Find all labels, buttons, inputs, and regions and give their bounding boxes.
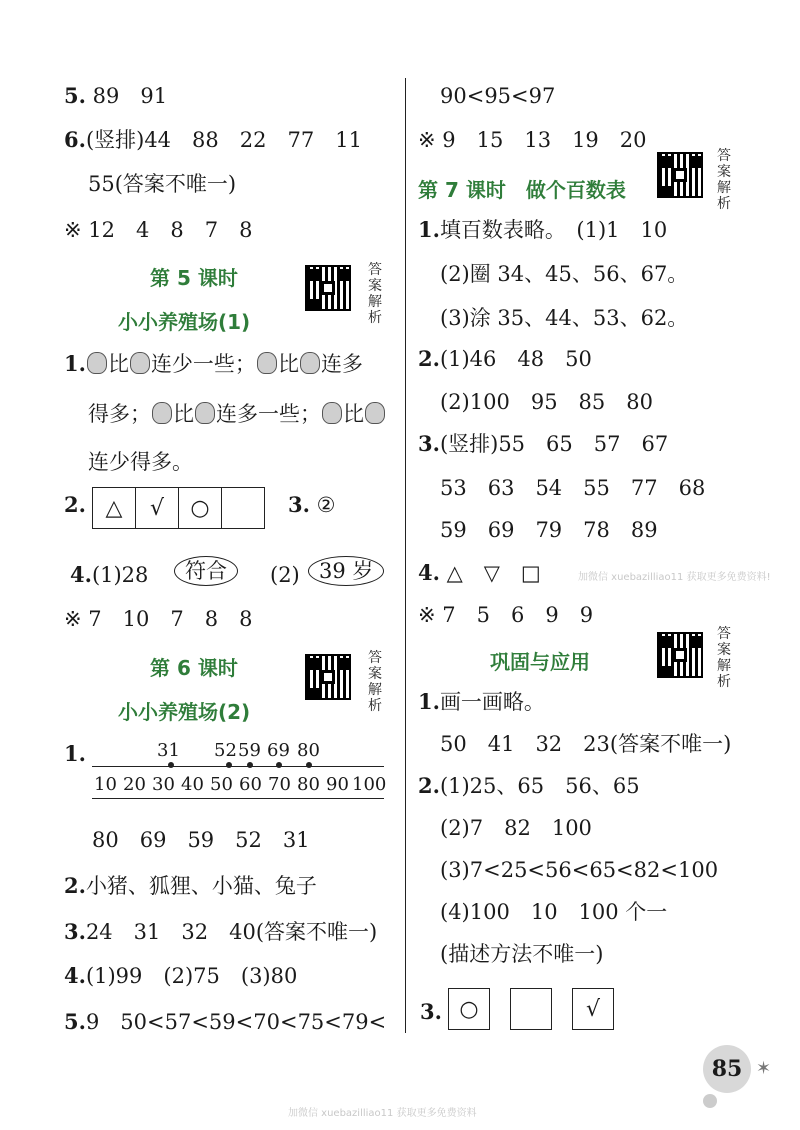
line-r10: 59 69 79 78 89	[440, 518, 658, 542]
line-l5: 1. 比 连少一些； 比 连多	[64, 351, 363, 376]
marked-value: 31	[157, 740, 180, 761]
lesson-5-title: 第 5 课时	[150, 266, 238, 290]
animal-icon	[365, 402, 385, 424]
line-r4: (2)圈 34、45、56、67。	[440, 262, 689, 286]
q2-number: 2.	[64, 492, 86, 517]
animal-icon	[130, 352, 150, 374]
answer-oval: 39 岁	[308, 556, 384, 586]
line-r9: 53 63 54 55 77 68	[440, 476, 706, 500]
line-r12: ※ 7 5 6 9 9	[418, 603, 594, 627]
line-r2: ※ 9 15 13 19 20	[418, 128, 647, 152]
qr-label: 答案解析	[368, 262, 382, 326]
animal-icon	[195, 402, 215, 424]
animal-icon	[322, 402, 342, 424]
line-l9: 4.(1)28	[70, 562, 149, 587]
column-divider	[405, 78, 406, 1033]
section-title: 巩固与应用	[490, 650, 590, 674]
line-r16: (2)7 82 100	[440, 816, 592, 840]
tick-label: 70	[268, 774, 291, 795]
line-r18: (4)100 10 100 个一	[440, 900, 668, 924]
watermark: 加微信 xuebazilliao11 获取更多免费资料!	[578, 572, 771, 583]
lesson-7-title: 第 7 课时 做个百数表	[418, 178, 626, 202]
marked-value: 52	[214, 740, 237, 761]
animal-icon	[257, 352, 277, 374]
line-r19: (描述方法不唯一)	[440, 942, 604, 966]
line-r11: 4. △ ▽ □	[418, 560, 541, 585]
answer-box: √	[572, 988, 614, 1030]
star-icon: ✶	[756, 1058, 772, 1079]
watermark-bottom: 加微信 xuebazilliao11 获取更多免费资料	[288, 1108, 477, 1119]
tick-label: 80	[297, 774, 320, 795]
line-l4: ※ 12 4 8 7 8	[64, 218, 253, 242]
line-l1: 5. 89 91	[64, 83, 168, 108]
line-l16: 5.9 50<57<59<70<75<79<	[64, 1009, 387, 1034]
q3-number: 3.	[420, 999, 442, 1024]
marked-value: 80	[297, 740, 320, 761]
answer-boxes	[92, 487, 265, 529]
line-l2: 6.(竖排)44 88 22 77 11	[64, 127, 362, 152]
line-r5: (3)涂 35、44、53、62。	[440, 306, 689, 330]
tick-label: 50	[210, 774, 233, 795]
tick-label: 100	[352, 774, 387, 795]
answer-box	[510, 988, 552, 1030]
answer-box: √	[136, 488, 179, 528]
q3-answer: 3. ②	[288, 492, 336, 517]
answer-box	[222, 488, 264, 528]
line-l7: 连少得多。	[88, 450, 193, 474]
tick-label: 20	[123, 774, 146, 795]
qr-code-icon	[305, 654, 351, 700]
page-number: 85	[703, 1045, 751, 1093]
line-r6: 2.(1)46 48 50	[418, 346, 592, 371]
qr-code-icon	[657, 632, 703, 678]
lesson-5-subtitle: 小小养殖场(1)	[118, 310, 251, 334]
animal-icon	[87, 352, 107, 374]
tick-label: 30	[152, 774, 175, 795]
line-l14: 3.24 31 32 40(答案不唯一)	[64, 919, 378, 944]
number-line	[92, 738, 392, 808]
line-r8: 3.(竖排)55 65 57 67	[418, 431, 669, 456]
qr-code-icon	[657, 152, 703, 198]
qr-label: 答案解析	[717, 626, 731, 690]
answer-box: △	[93, 488, 136, 528]
line-r13: 1.画一画略。	[418, 689, 545, 714]
line-l9-b: (2)	[270, 563, 300, 587]
line-l15: 4.(1)99 (2)75 (3)80	[64, 963, 298, 988]
line-r17: (3)7<25<56<65<82<100	[440, 858, 719, 882]
qr-label: 答案解析	[368, 650, 382, 714]
line-r14: 50 41 32 23(答案不唯一)	[440, 732, 732, 756]
line-r15: 2.(1)25、65 56、65	[418, 773, 640, 798]
line-r1: 90<95<97	[440, 84, 556, 108]
q1-number: 1.	[64, 741, 86, 766]
line-l10: ※ 7 10 7 8 8	[64, 607, 253, 631]
line-r7: (2)100 95 85 80	[440, 390, 653, 414]
line-l3: 55(答案不唯一)	[88, 172, 237, 196]
tick-label: 10	[94, 774, 117, 795]
lesson-6-title: 第 6 课时	[150, 656, 238, 680]
tick-label: 40	[181, 774, 204, 795]
answer-box: ○	[179, 488, 222, 528]
line-r3: 1.填百数表略。 (1)1 10	[418, 217, 668, 242]
qr-label: 答案解析	[717, 148, 731, 212]
marked-value: 69	[267, 740, 290, 761]
lesson-6-subtitle: 小小养殖场(2)	[118, 700, 251, 724]
marked-value: 59	[238, 740, 261, 761]
animal-icon	[152, 402, 172, 424]
animal-icon	[300, 352, 320, 374]
dot-icon	[703, 1094, 717, 1108]
line-l6: 得多； 比 连多一些； 比	[88, 402, 386, 426]
tick-label: 90	[326, 774, 349, 795]
qr-code-icon	[305, 265, 351, 311]
line-l12: 80 69 59 52 31	[92, 828, 310, 852]
answer-oval: 符合	[174, 556, 238, 586]
line-l13: 2.小猪、狐狸、小猫、兔子	[64, 873, 317, 898]
answer-box: ○	[448, 988, 490, 1030]
tick-label: 60	[239, 774, 262, 795]
